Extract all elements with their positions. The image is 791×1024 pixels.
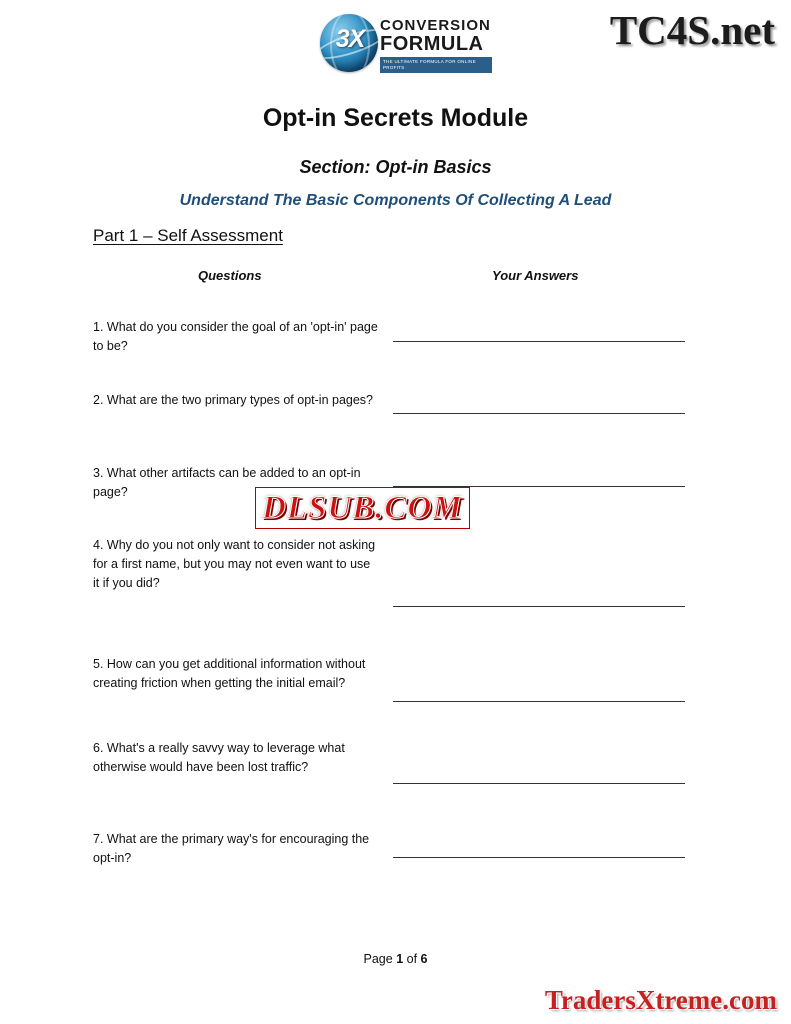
footer-current-page: 1 (396, 952, 404, 966)
question-text: 3. What other artifacts can be added to an opt-in page? (93, 466, 361, 499)
section-subtitle: Section: Opt-in Basics (299, 157, 492, 177)
question-text: 7. What are the primary way's for encouraging the opt-in? (93, 832, 370, 865)
logo-tagline: THE ULTIMATE FORMULA FOR ONLINE PROFITS (380, 57, 492, 73)
logo-word-formula: FORMULA (380, 33, 484, 55)
question-text: 4. Why do you not only want to consider not asking for a first name, but you may not even want to use it if you did? (93, 538, 376, 590)
question-text: 5. How can you get additional information without creating friction when getting the initial email? (93, 657, 366, 690)
brand-watermark-tc4s: TC4S.net (609, 7, 775, 53)
logo-word-conversion: CONVERSION (380, 17, 491, 34)
footer-prefix: Page (363, 952, 397, 966)
answer-line[interactable] (393, 700, 685, 702)
question-text: 2. What are the two primary types of opt-in pages? (93, 393, 373, 407)
part-heading: Part 1 – Self Assessment (93, 226, 283, 245)
column-header-answers: Your Answers (492, 268, 579, 283)
answer-line[interactable] (393, 340, 685, 342)
answer-line[interactable] (393, 485, 685, 487)
watermark-tradersxtreme: TradersXtreme.com (544, 985, 777, 1015)
question-text: 6. What's a really savvy way to leverage what otherwise would have been lost traffic? (93, 741, 345, 774)
answer-line[interactable] (393, 605, 685, 607)
question-text: 1. What do you consider the goal of an 'opt-in' page to be? (93, 320, 378, 353)
watermark-dlsub: DLSUB.COM (256, 488, 469, 528)
answer-line[interactable] (393, 782, 685, 784)
footer-total-pages: 6 (420, 952, 428, 966)
answer-line[interactable] (393, 412, 685, 414)
answer-line[interactable] (393, 856, 685, 858)
footer-middle: of (403, 952, 421, 966)
page-title: Opt-in Secrets Module (262, 104, 529, 132)
column-header-questions: Questions (198, 268, 262, 283)
logo-wordmark (380, 18, 492, 74)
page-footer (0, 952, 791, 966)
logo-mark-text: 3X (335, 25, 365, 53)
section-tagline: Understand The Basic Components Of Collecting A Lead (179, 192, 612, 209)
conversion-formula-logo (320, 8, 490, 78)
